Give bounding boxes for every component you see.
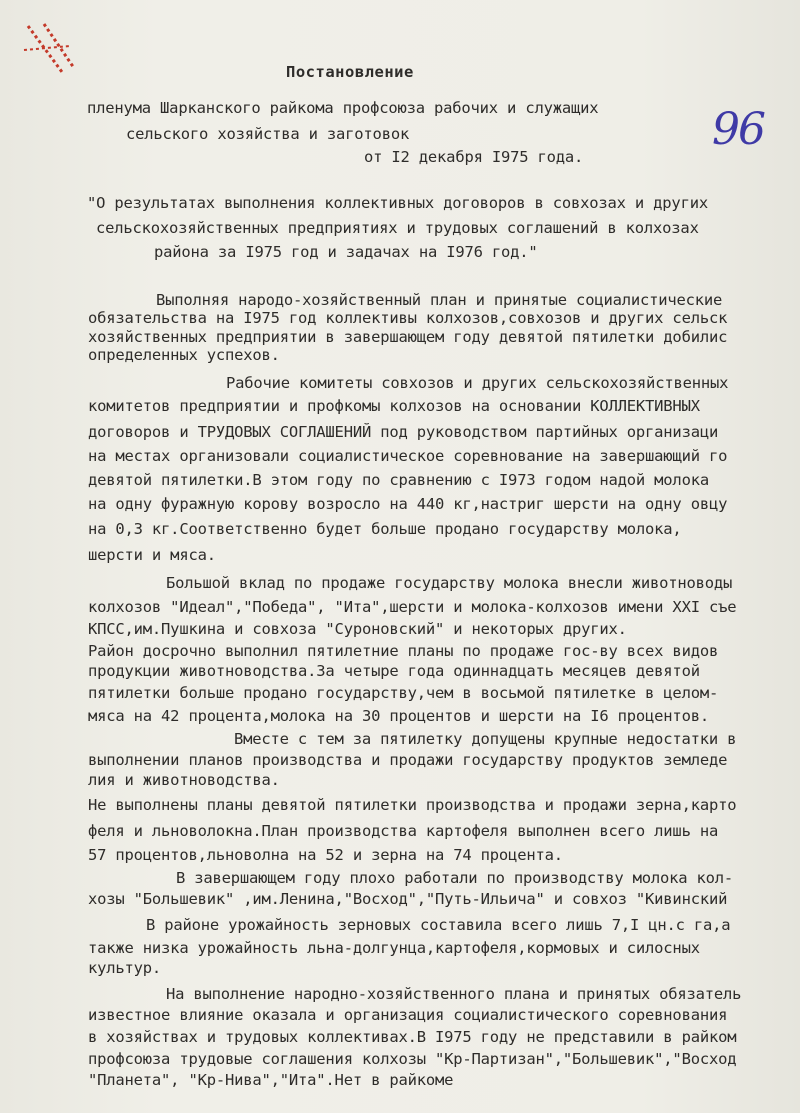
- doc-line: Район досрочно выполнил пятилетние планы по продаже гос-ву всех видов: [88, 642, 719, 660]
- doc-line: лия и животноводства.: [88, 771, 280, 789]
- doc-line: на одну фуражную корову возросло на 440 кг,настриг шерсти на одну овцу: [88, 495, 728, 513]
- doc-line: договоров и ТРУДОВЫХ СОГЛАШЕНИЙ под руководством партийных организаци: [88, 423, 719, 441]
- doc-line: обязательства на I975 год коллективы колхозов,совхозов и других сельск: [88, 309, 728, 327]
- doc-line: пленума Шарканского райкома профсоюза рабочих и служащих: [87, 99, 599, 117]
- doc-line: Выполняя народо-хозяйственный план и принятые социалистические: [156, 291, 723, 309]
- doc-line: продукции животноводства.За четыре года одиннадцать месяцев девятой: [88, 662, 700, 680]
- doc-line: хозы "Большевик" ,им.Ленина,"Восход","Путь-Ильича" и совхоз "Кивинский: [88, 890, 728, 908]
- doc-line: от I2 декабря I975 года.: [364, 148, 584, 166]
- doc-line: в хозяйствах и трудовых коллективах.В I975 году не представили в райком: [88, 1028, 737, 1046]
- doc-line: колхозов "Идеал","Победа", "Ита",шерсти и молока-колхозов имени XXI съе: [88, 598, 737, 616]
- doc-line: "О результатах выполнения коллективных договоров в совхозах и других: [87, 194, 708, 212]
- doc-line: "Планета", "Кр-Нива","Ита".Нет в райкоме: [88, 1071, 454, 1089]
- doc-line: района за I975 год и задачах на I976 год.": [154, 243, 538, 261]
- doc-line: определенных успехов.: [88, 346, 280, 364]
- doc-line: феля и льноволокна.План производства картофеля выполнен всего лишь на: [88, 822, 719, 840]
- doc-line: хозяйственных предприятии в завершающем году девятой пятилетки добилис: [88, 328, 728, 346]
- doc-line: мяса на 42 процента,молока на 30 процентов и шерсти на I6 процентов.: [88, 707, 709, 725]
- doc-line: Не выполнены планы девятой пятилетки производства и продажи зерна,карто: [88, 796, 737, 814]
- doc-line: на местах организовали социалистическое соревнование на завершающий го: [88, 447, 728, 465]
- doc-line: Рабочие комитеты совхозов и других сельскохозяйственных: [226, 374, 729, 392]
- doc-line: на 0,3 кг.Соответственно будет больше продано государству молока,: [88, 520, 682, 538]
- doc-line: КПСС,им.Пушкина и совхоза "Суроновский" и некоторых других.: [88, 620, 627, 638]
- doc-line: сельского хозяйства и заготовок: [126, 125, 410, 143]
- doc-line: шерсти и мяса.: [88, 546, 216, 564]
- doc-line: В завершающем году плохо работали по производству молока кол-: [176, 869, 734, 887]
- doc-line: комитетов предприятии и профкомы колхозов на основании КОЛЛЕКТИВНЫХ: [88, 397, 700, 415]
- doc-line: сельскохозяйственных предприятиях и трудовых соглашений в колхозах: [96, 219, 699, 237]
- doc-line: известное влияние оказала и организация социалистического соревнования: [88, 1006, 728, 1024]
- doc-line: На выполнение народно-хозяйственного плана и принятых обязатель: [166, 985, 742, 1003]
- doc-line: В районе урожайность зерновых составила всего лишь 7,I цн.с га,а: [146, 916, 731, 934]
- doc-line: культур.: [88, 959, 162, 977]
- doc-line: пятилетки больше продано государству,чем в восьмой пятилетке в целом-: [88, 684, 719, 702]
- doc-line: также низка урожайность льна-долгунца,картофеля,кормовых и силосных: [88, 939, 700, 957]
- doc-title: Постановление: [286, 63, 414, 81]
- doc-line: профсоюза трудовые соглашения колхозы "Кр-Партизан","Большевик","Восход: [88, 1050, 737, 1068]
- doc-line: 57 процентов,льноволна на 52 и зерна на 74 процента.: [88, 846, 563, 864]
- doc-line: выполнении планов производства и продажи государству продуктов земледе: [88, 751, 728, 769]
- doc-line: Большой вклад по продаже государству молока внесли животноводы: [166, 574, 733, 592]
- doc-line: девятой пятилетки.В этом году по сравнению с I973 годом надой молока: [88, 471, 709, 489]
- corner-pencil-mark-icon: [22, 20, 92, 80]
- doc-line: Вместе с тем за пятилетку допущены крупные недостатки в: [234, 730, 737, 748]
- handwritten-page-number: 96: [712, 104, 764, 155]
